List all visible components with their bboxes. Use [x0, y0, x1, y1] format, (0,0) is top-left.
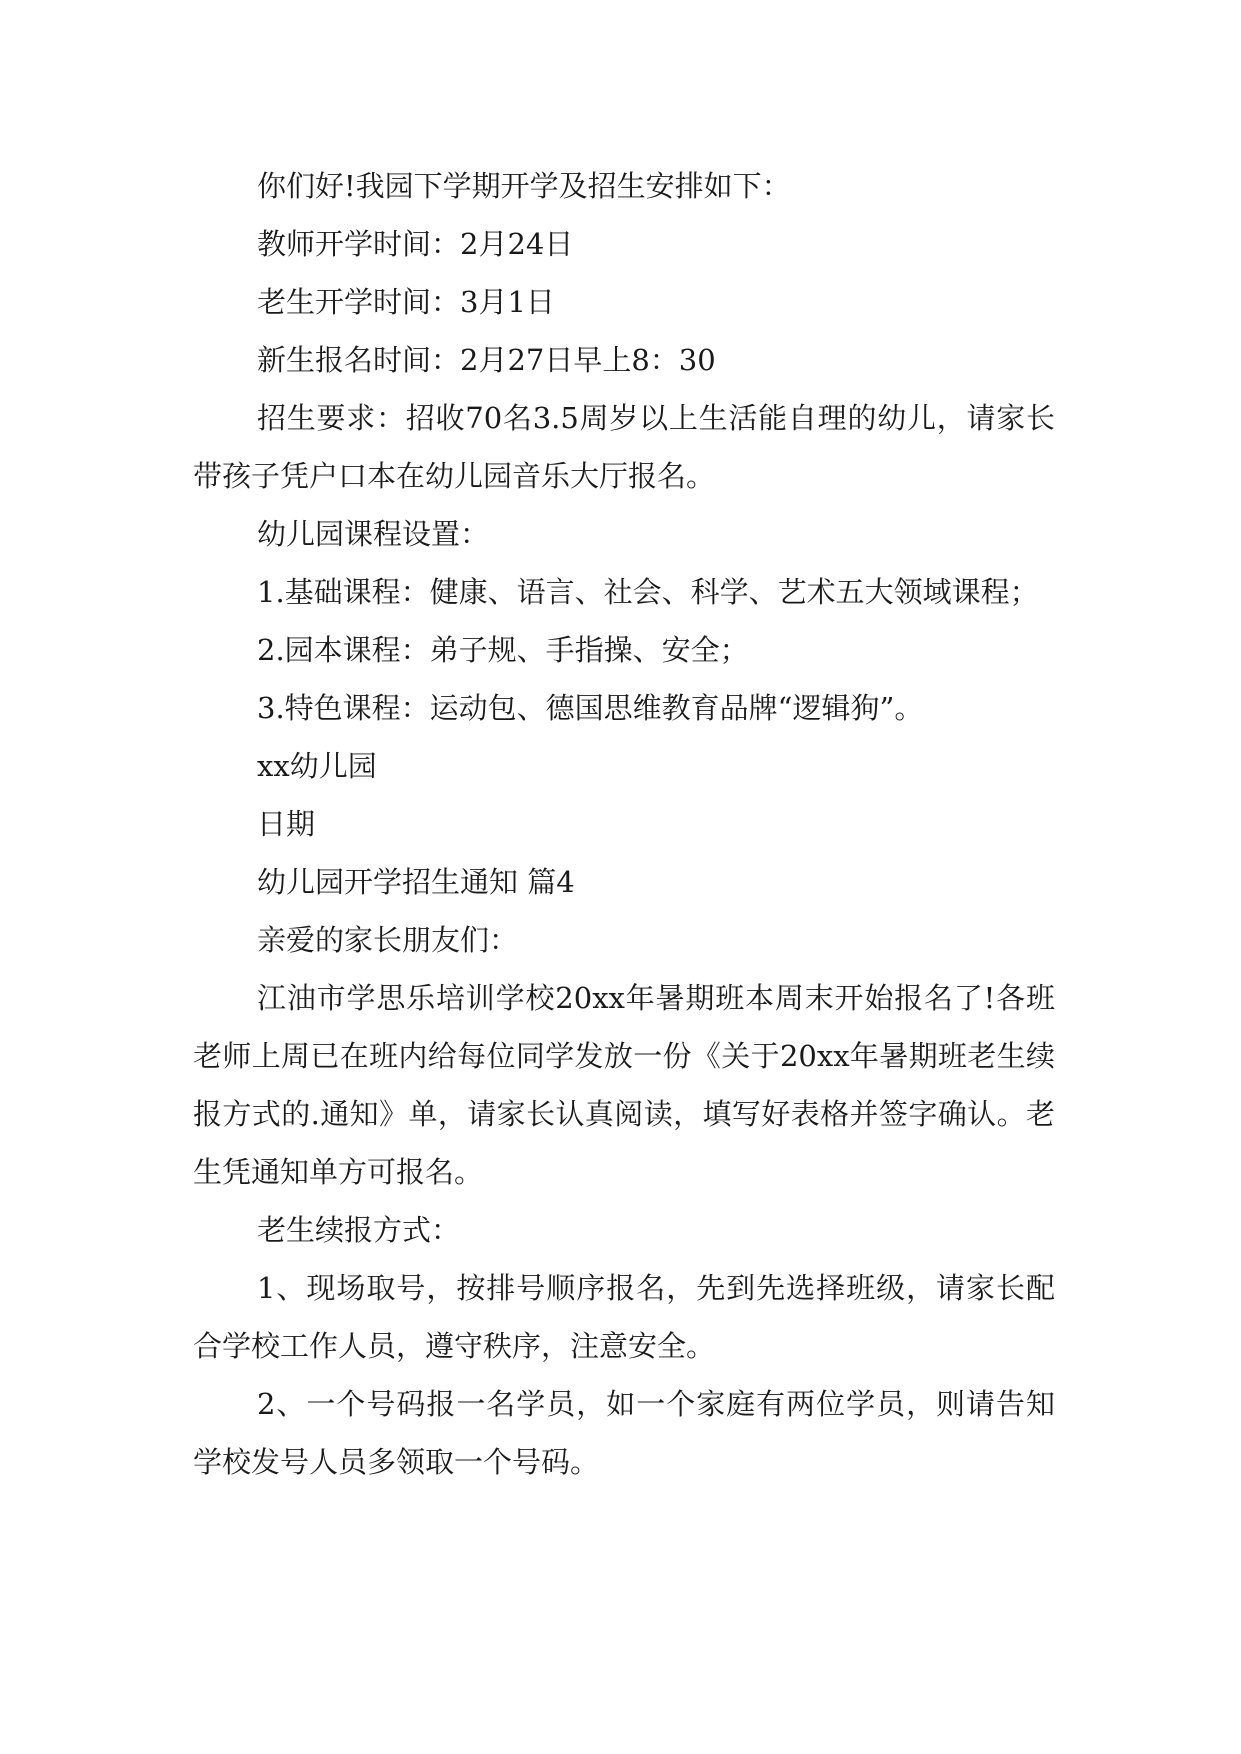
paragraph-teacher-start-date: 教师开学时间：2月24日 — [257, 227, 574, 261]
paragraph-signature-date: 日期 — [257, 807, 316, 841]
paragraph-enrollment-requirements: 招生要求：招收70名3.5周岁以上生活能自理的幼儿，请家长带孩子凭户口本在幼儿园音乐大厅报名。 — [193, 401, 1055, 493]
paragraph-greeting: 你们好!我园下学期开学及招生安排如下： — [257, 169, 791, 203]
paragraph-new-student-registration-time: 新生报名时间：2月27日早上8：30 — [257, 343, 716, 377]
paragraph-curriculum-item-3: 3.特色课程：运动包、德国思维教育品牌“逻辑狗”。 — [257, 691, 924, 725]
paragraph-renewal-item-1: 1、现场取号，按排号顺序报名，先到先选择班级，请家长配合学校工作人员，遵守秩序，注意安全。 — [193, 1271, 1055, 1363]
paragraph-renewal-heading: 老生续报方式： — [257, 1213, 461, 1247]
paragraph-signature-kindergarten: xx幼儿园 — [257, 749, 377, 783]
paragraph-curriculum-item-2: 2.园本课程：弟子规、手指操、安全； — [257, 633, 749, 667]
paragraph-summer-registration: 江油市学思乐培训学校20xx年暑期班本周末开始报名了!各班老师上周已在班内给每位同学发放一份《关于20xx年暑期班老生续报方式的.通知》单，请家长认真阅读，填写好表格并签字确认。老生凭通知单方可报名。 — [193, 981, 1055, 1189]
paragraph-curriculum-heading: 幼儿园课程设置： — [257, 517, 490, 551]
document-body — [193, 157, 1055, 1491]
paragraph-returning-student-start-date: 老生开学时间：3月1日 — [257, 285, 555, 319]
section-title: 幼儿园开学招生通知 篇4 — [257, 865, 575, 899]
paragraph-renewal-item-2: 2、一个号码报一名学员，如一个家庭有两位学员，则请告知学校发号人员多领取一个号码。 — [193, 1387, 1055, 1479]
paragraph-salutation: 亲爱的家长朋友们： — [257, 923, 519, 957]
paragraph-curriculum-item-1: 1.基础课程：健康、语言、社会、科学、艺术五大领域课程； — [257, 575, 1039, 609]
